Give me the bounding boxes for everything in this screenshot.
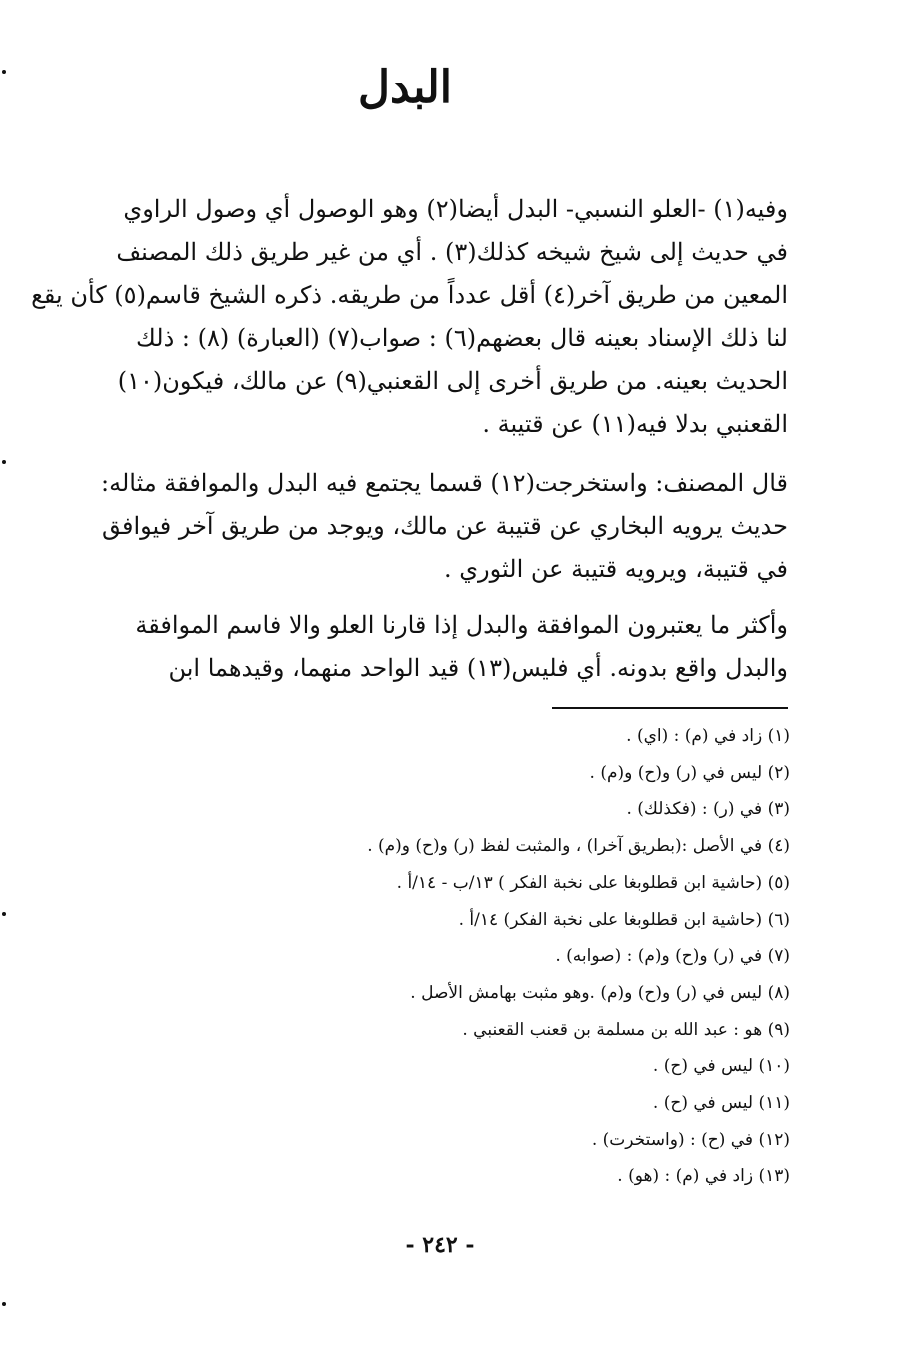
footnote: (١٠) ليس في (ح) .: [652, 1056, 790, 1077]
footnote: (١) زاد في (م) : (اي) .: [626, 726, 790, 746]
paragraph-1: [31, 188, 788, 446]
text-line: وأكثر ما يعتبرون الموافقة والبدل إذا قارنا العلو والا فاسم الموافقة: [135, 611, 788, 639]
text-line: في قتيبة، ويرويه قتيبة عن الثوري .: [444, 555, 788, 583]
footnote: (١٢) في (ح) : (واستخرت) .: [591, 1129, 790, 1150]
footnote: (٩) هو : عبد الله بن مسلمة بن قعنب القعنبي .: [462, 1019, 790, 1040]
text-line: حديث يرويه البخاري عن قتيبة عن مالك، ويوجد من طريق آخر فيوافق: [101, 512, 788, 540]
footnote: (١١) ليس في (ح) .: [652, 1093, 790, 1114]
text-line: الحديث بعينه. من طريق أخرى إلى القعنبي(٩) عن مالك، فيكون(١٠): [117, 367, 788, 395]
footnote: (٢) ليس في (ر) و(ح) و(م) .: [589, 762, 790, 783]
footnote: (٤) في الأصل :(بطريق آخرا) ، والمثبت لفظ (ر) و(ح) و(م) .: [367, 836, 790, 857]
text-line: المعين من طريق آخر(٤) أقل عدداً من طريقه. ذكره الشيخ قاسم(٥) كأن يقع: [31, 281, 788, 309]
footnote: (٥) (حاشية ابن قطلوبغا على نخبة الفكر ) ١٣/ب - ١٤/أ .: [396, 872, 790, 893]
paragraph-2: [68, 462, 788, 591]
text-line: في حديث إلى شيخ شيخه كذلك(٣) . أي من غير طريق ذلك المصنف: [116, 238, 788, 266]
scan-speck: [2, 70, 6, 74]
footnote: (٧) في (ر) و(ح) و(م) : (صوابه) .: [555, 946, 790, 967]
footnote-separator: [552, 707, 788, 709]
footnote: (٣) في (ر) : (فكذلك) .: [626, 799, 790, 820]
scan-speck: [2, 460, 6, 464]
text-line: لنا ذلك الإسناد بعينه قال بعضهم(٦) : صواب(٧) (العبارة) (٨) : ذلك: [136, 324, 788, 352]
text-line: والبدل واقع بدونه. أي فليس(١٣) قيد الواحد منهما، وقيدهما ابن: [168, 654, 788, 682]
section-title: البدل: [358, 62, 452, 113]
text-line: القعنبي بدلا فيه(١١) عن قتيبة .: [482, 410, 788, 438]
paragraph-3: [68, 604, 788, 690]
footnotes-list: [250, 718, 790, 1195]
footnote: (١٣) زاد في (م) : (هو) .: [617, 1166, 790, 1187]
footnote: (٨) ليس في (ر) و(ح) و(م) .وهو مثبت بهامش الأصل .: [410, 982, 790, 1003]
scan-speck: [2, 1302, 6, 1306]
scan-speck: [2, 912, 6, 916]
footnote: (٦) (حاشية ابن قطلوبغا على نخبة الفكر) ١٤/أ .: [458, 909, 790, 930]
page-number: - ٢٤٢ -: [405, 1232, 475, 1258]
text-line: وفيه(١) -العلو النسبي- البدل أيضا(٢) وهو الوصول أي وصول الراوي: [123, 195, 788, 223]
text-line: قال المصنف: واستخرجت(١٢) قسما يجتمع فيه البدل والموافقة مثاله:: [101, 469, 788, 497]
